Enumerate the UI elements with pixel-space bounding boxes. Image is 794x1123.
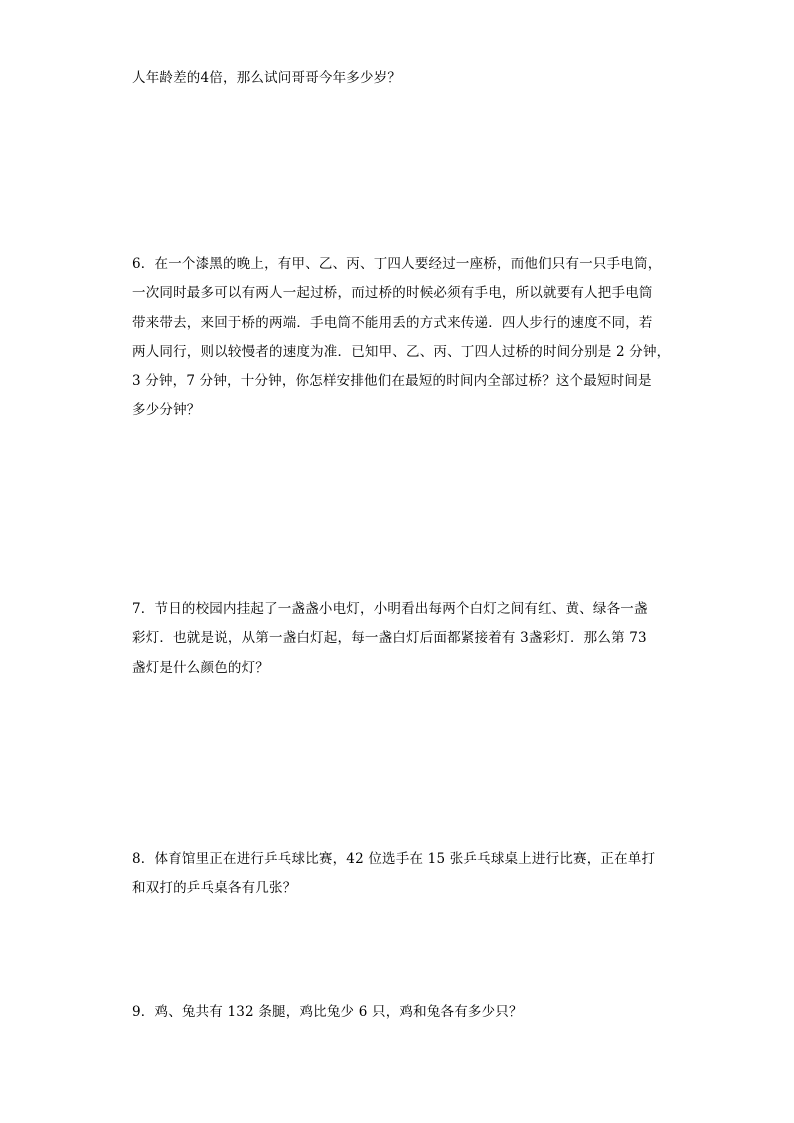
text-line: 多少分钟？	[132, 402, 201, 419]
text-line: 一次同时最多可以有两人一起过桥，而过桥的时候必须有手电，所以就要有人把手电筒	[132, 285, 653, 302]
text-line: 两人同行，则以较慢者的速度为准．已知甲、乙、丙、丁四人过桥的时间分别是 2 分钟，	[132, 343, 671, 360]
text-line: 和双打的乒乓桌各有几张？	[132, 880, 297, 897]
text-line: 3 分钟，7 分钟，十分钟，你怎样安排他们在最短的时间内全部过桥？这个最短时间是	[132, 373, 652, 390]
question-8	[132, 845, 672, 904]
question-6	[132, 250, 672, 426]
text-line: 8．体育馆里正在进行乒乓球比赛，42 位选手在 15 张乒乓球桌上进行比赛，正在单打	[132, 851, 656, 867]
text-line: 6．在一个漆黑的晚上，有甲、乙、丙、丁四人要经过一座桥，而他们只有一只手电筒，	[132, 256, 662, 272]
text-line: 带来带去，来回于桥的两端．手电筒不能用丢的方式来传递．四人步行的速度不同，若	[132, 314, 653, 331]
question-5-continuation	[132, 64, 672, 93]
question-9	[132, 998, 672, 1027]
text-line: 盏灯是什么颜色的灯？	[132, 659, 269, 676]
text-line: 7．节日的校园内挂起了一盏盏小电灯，小明看出每两个白灯之间有红、黄、绿各一盏	[132, 601, 648, 617]
text-line: 人年龄差的4倍，那么试问哥哥今年多少岁？	[132, 70, 402, 86]
question-7	[132, 595, 672, 683]
text-line: 彩灯．也就是说，从第一盏白灯起，每一盏白灯后面都紧接着有 3盏彩灯．那么第 73	[132, 630, 647, 647]
text-line: 9．鸡、兔共有 132 条腿，鸡比兔少 6 只，鸡和兔各有多少只？	[132, 1004, 523, 1020]
